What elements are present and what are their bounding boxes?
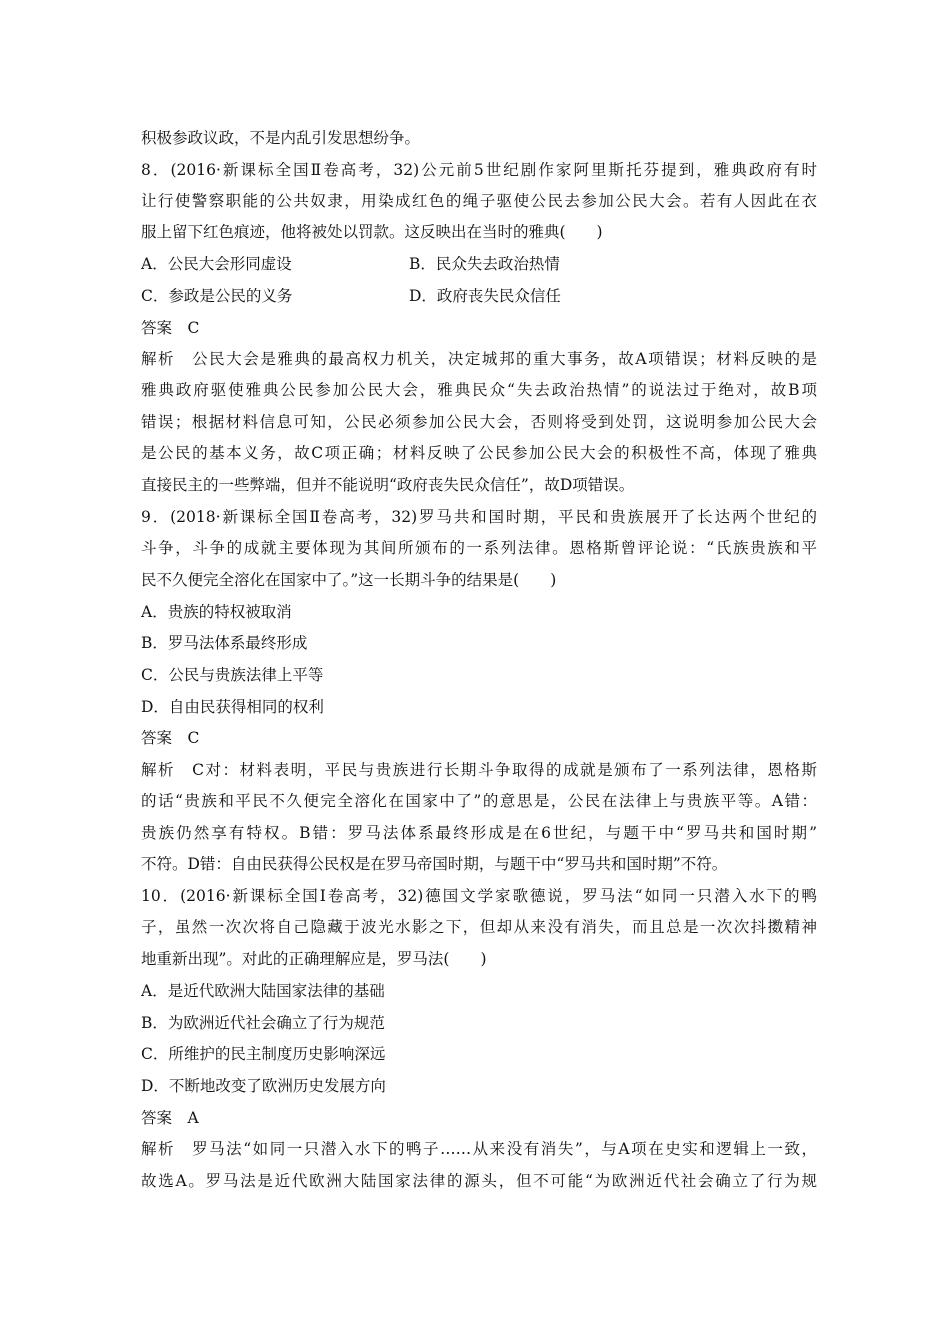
- question-8-analysis-line-4: 是公民的基本义务，故C项正确；材料反映了公民参加公民大会的积极性不高，体现了雅典: [141, 444, 817, 462]
- question-9-stem-line-3: 民不久便完全溶化在国家中了。”这一长期斗争的结果是( ): [141, 571, 557, 589]
- question-8-analysis-line-5: 直接民主的一些弊端，但并不能说明“政府丧失民众信任”，故D项错误。: [141, 476, 635, 494]
- question-8-stem-line-2: 让行使警察职能的公共奴隶，用染成红色的绳子驱使公民去参加公民大会。若有人因此在衣: [141, 192, 817, 210]
- question-9-option-b: B．罗马法体系最终形成: [141, 634, 308, 652]
- question-10-option-b: B．为欧洲近代社会确立了行为规范: [141, 1014, 385, 1032]
- question-8-options-row-1: [141, 254, 817, 274]
- question-9-analysis-line-3: 贵族仍然享有特权。B错：罗马法体系最终形成是在6世纪，与题干中“罗马共和国时期”: [141, 824, 817, 842]
- question-8-options-row-2: [141, 286, 817, 306]
- question-9-analysis-line-4: 不符。D错：自由民获得公民权是在罗马帝国时期，与题干中“罗马共和国时期”不符。: [141, 855, 728, 873]
- question-8-analysis-line-2: 雅典政府驱使雅典公民参加公民大会，雅典民众“失去政治热情”的说法过于绝对，故B项: [141, 381, 817, 399]
- question-10-stem-line-3: 地重新出现”。对此的正确理解应是，罗马法( ): [141, 950, 487, 968]
- question-10-option-d: D．不断地改变了欧洲历史发展方向: [141, 1077, 386, 1095]
- question-9-stem-line-1: 9．(2018·新课标全国Ⅱ卷高考，32)罗马共和国时期，平民和贵族展开了长达两个世纪的: [141, 508, 817, 526]
- question-10-option-c: C．所维护的民主制度历史影响深远: [141, 1045, 386, 1063]
- question-10-stem-line-1: 10．(2016·新课标全国Ⅰ卷高考，32)德国文学家歌德说，罗马法“如同一只潜入水下的鸭: [141, 887, 817, 905]
- option-c: C．参政是公民的义务: [141, 287, 293, 305]
- question-8-stem-line-1: 8．(2016·新课标全国Ⅱ卷高考，32)公元前5世纪剧作家阿里斯托芬提到，雅典政府有时: [141, 161, 817, 179]
- question-9-analysis-line-1: 解析 C对：材料表明，平民与贵族进行长期斗争取得的成就是颁布了一系列法律，恩格斯: [141, 761, 817, 779]
- question-9-analysis-line-2: 的话“贵族和平民不久便完全溶化在国家中了”的意思是，公民在法律上与贵族平等。A错：: [141, 792, 817, 810]
- option-a: A．公民大会形同虚设: [141, 255, 292, 273]
- question-10-analysis-line-1: 解析 罗马法“如同一只潜入水下的鸭子……从来没有消失”，与A项在史实和逻辑上一致，: [141, 1140, 817, 1158]
- text-line: 积极参政议政，不是内乱引发思想纷争。: [141, 129, 421, 147]
- question-9-option-a: A．贵族的特权被取消: [141, 603, 292, 621]
- option-b: B．民众失去政治热情: [409, 255, 560, 273]
- question-8-answer: 答案 C: [141, 319, 200, 337]
- question-10-analysis-line-2: 故选A。罗马法是近代欧洲大陆国家法律的源头，但不可能“为欧洲近代社会确立了行为规: [141, 1172, 817, 1190]
- question-9-option-d: D．自由民获得相同的权利: [141, 698, 324, 716]
- question-8-analysis-line-3: 错误；根据材料信息可知，公民必须参加公民大会，否则将受到处罚，这说明参加公民大会: [141, 413, 817, 431]
- question-10-option-a: A．是近代欧洲大陆国家法律的基础: [141, 982, 385, 1000]
- option-d: D．政府丧失民众信任: [409, 287, 561, 305]
- question-8-stem-line-3: 服上留下红色痕迹，他将被处以罚款。这反映出在当时的雅典( ): [141, 223, 603, 241]
- question-9-option-c: C．公民与贵族法律上平等: [141, 666, 324, 684]
- question-10-answer: 答案 A: [141, 1109, 199, 1127]
- question-9-answer: 答案 C: [141, 729, 200, 747]
- question-8-analysis-line-1: 解析 公民大会是雅典的最高权力机关，决定城邦的重大事务，故A项错误；材料反映的是: [141, 350, 817, 368]
- question-10-stem-line-2: 子，虽然一次次将自己隐藏于波光水影之下，但却从来没有消失，而且总是一次次抖擞精神: [141, 918, 817, 936]
- question-9-stem-line-2: 斗争，斗争的成就主要体现为其间所颁布的一系列法律。恩格斯曾评论说：“氏族贵族和平: [141, 539, 817, 557]
